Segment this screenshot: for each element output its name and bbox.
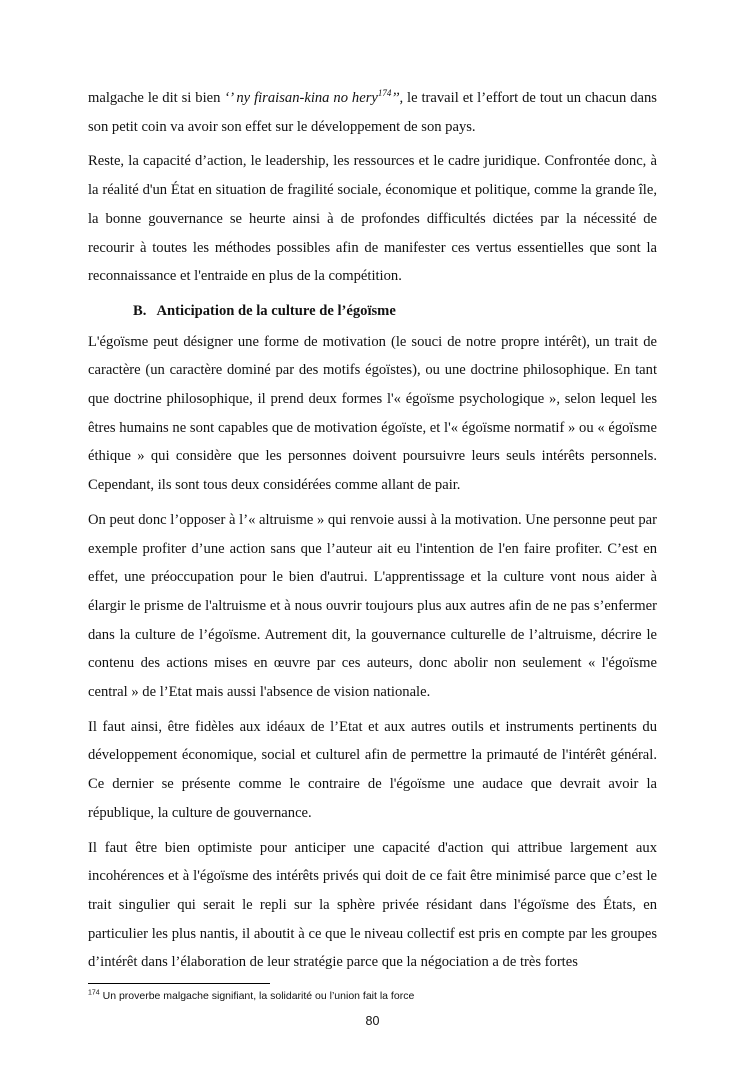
footnote-ref[interactable]: 174 [377, 88, 392, 99]
section-heading: B. Anticipation de la culture de l’égoïsme [133, 302, 396, 319]
document-body [88, 84, 657, 977]
text: malgache le dit si bien [88, 90, 225, 106]
page-number: 80 [365, 1014, 380, 1029]
paragraph-2: Reste, la capacité d’action, le leadership, les ressources et le cadre juridique. Confrontée donc, à la réalité d'un État en situation de fragilité sociale, économique et politique, comme la grande île, la bonne gouvernance se heurte ainsi à de profondes difficultés dictées par la nécessité de recourir à toutes les méthodes possibles afin de manifester ces vertus essentielles que sont la reconnaissance et l'entraide en plus de la compétition. [88, 153, 657, 285]
paragraph-3: L'égoïsme peut désigner une forme de motivation (le souci de notre propre intérêt), un trait de caractère (un caractère dominé par des motifs égoïstes), ou une doctrine philosophique. En tant que doctrine philosophique, il prend deux formes l'« égoïsme psychologique », selon lequel les êtres humains ne sont capables que de motivation égoïste, et l'« égoïsme normatif » ou « égoïsme éthique » qui considère que les personnes doivent poursuivre leurs seuls intérêts personnels. Cependant, ils sont tous deux considérées comme allant de pair. [88, 333, 657, 494]
footnote [88, 989, 657, 1003]
paragraph-4: On peut donc l’opposer à l’« altruisme » qui renvoie aussi à la motivation. Une personne peut par exemple profiter d’une action sans que l’auteur ait eu l'intention de l'en faire profiter. C’est en effet, une préoccupation pour le bien d'autrui. L'apprentissage et la culture vont nous aider à élargir le prisme de l'altruisme et à nous ouvrir toujours plus aux autres afin de ne pas s’enfermer dans la culture de l’égoïsme. Autrement dit, la gouvernance culturelle de l’altruisme, décrire le contenu des actions mises en œuvre par ces auteurs, donc abolir non seulement « l'égoïsme central » de l’Etat mais aussi l'absence de vision nationale. [88, 511, 658, 701]
footnote-text: Un proverbe malgache signifiant, la solidarité ou l’union fait la force [99, 990, 415, 1003]
proverb-text: ‘’ ny firaisan-kina no hery [224, 90, 378, 106]
paragraph-1 [88, 84, 657, 141]
quote-close: ’’, [391, 90, 404, 106]
malagasy-proverb [224, 90, 403, 106]
footnote-divider [88, 983, 270, 984]
paragraph-6: Il faut être bien optimiste pour anticiper une capacité d'action qui attribue largement aux incohérences et à l'égoïsme des intérêts privés qui doit de ce fait être minimisé parce que c’est le trait singulier qui serait le repli sur la sphère privée résidant dans l'égoïsme des États, en particulier les plus nantis, il aboutit à ce que le niveau collectif est pris en compte par les groupes d’intérêt dans l’élaboration de leur stratégie parce que la négociation a de très fortes [88, 839, 657, 971]
paragraph-5: Il faut ainsi, être fidèles aux idéaux de l’Etat et aux autres outils et instruments pertinents du développement économique, social et culturel afin de permettre la primauté de l'intérêt général. Ce dernier se présente comme le contraire de l'égoïsme une audace que devrait avoir la république, la culture de gouvernance. [88, 718, 657, 821]
text: le travail et l’effort de tout un chacun dans son petit coin va avoir son effet sur le développement de son pays. [88, 90, 657, 135]
footnote-number: 174 [88, 989, 100, 997]
